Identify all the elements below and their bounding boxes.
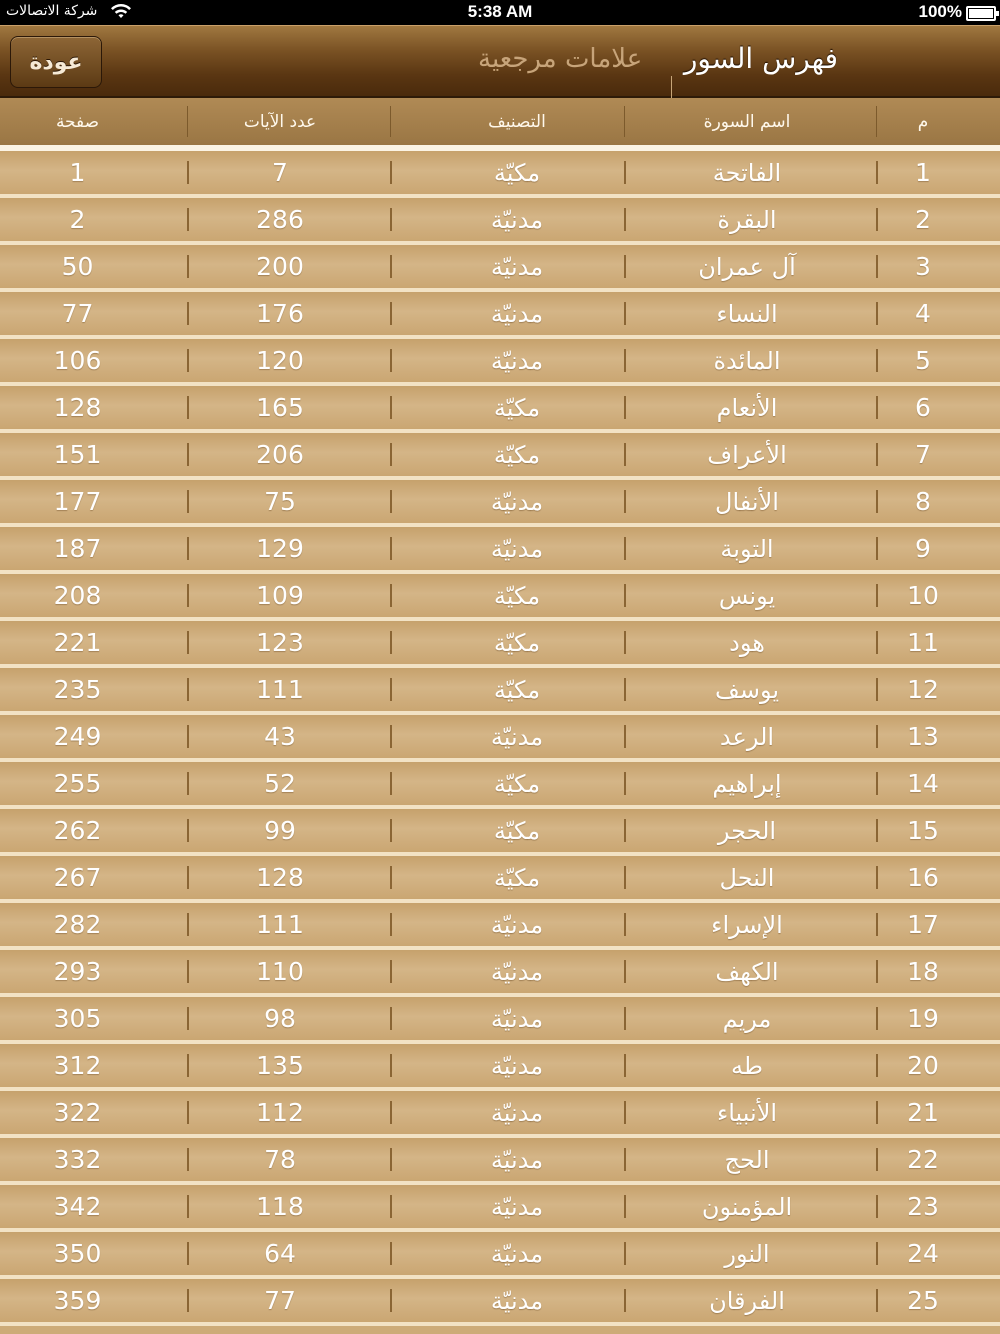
surah-name-cell: التوبة <box>720 534 774 563</box>
header-type: التصنيف <box>488 111 546 132</box>
column-divider <box>624 396 626 419</box>
surah-name-cell: الفرقان <box>709 1286 785 1315</box>
surah-name-cell: النحل <box>719 863 775 892</box>
table-row[interactable] <box>0 339 1000 386</box>
type-cell: مدنيّة <box>490 299 544 328</box>
page-cell: 77 <box>61 299 94 328</box>
column-divider <box>624 772 626 795</box>
navigation-bar <box>0 25 1000 98</box>
table-row[interactable] <box>0 856 1000 903</box>
verses-cell: 118 <box>256 1192 304 1221</box>
page-cell: 249 <box>53 722 102 751</box>
number-cell: 13 <box>907 722 939 751</box>
column-divider <box>624 106 625 137</box>
verses-cell: 120 <box>256 346 304 375</box>
table-row[interactable] <box>0 903 1000 950</box>
column-divider <box>624 443 626 466</box>
table-row[interactable] <box>0 245 1000 292</box>
verses-cell: 206 <box>256 440 304 469</box>
page-cell: 267 <box>53 863 102 892</box>
type-cell: مكيّة <box>493 158 541 187</box>
page-cell: 282 <box>53 910 102 939</box>
column-divider <box>187 161 189 184</box>
number-cell: 15 <box>907 816 939 845</box>
table-header <box>0 98 1000 145</box>
column-divider <box>187 106 188 137</box>
table-row[interactable] <box>0 1138 1000 1185</box>
table-row[interactable] <box>0 715 1000 762</box>
number-cell: 6 <box>915 393 931 422</box>
number-cell: 23 <box>907 1192 939 1221</box>
table-row[interactable] <box>0 1279 1000 1326</box>
number-cell: 8 <box>915 487 931 516</box>
type-cell: مكيّة <box>493 769 541 798</box>
page-cell: 332 <box>53 1145 102 1174</box>
type-cell: مكيّة <box>493 440 541 469</box>
surah-name-cell: المؤمنون <box>701 1192 793 1221</box>
type-cell: مدنيّة <box>490 1145 544 1174</box>
column-divider <box>187 819 189 842</box>
carrier-label: شركة الاتصالات <box>6 3 98 19</box>
type-cell: مدنيّة <box>490 487 544 516</box>
type-cell: مدنيّة <box>490 1192 544 1221</box>
column-divider <box>187 725 189 748</box>
table-row[interactable] <box>0 198 1000 245</box>
table-row[interactable] <box>0 809 1000 856</box>
column-divider <box>624 725 626 748</box>
column-divider <box>624 1054 626 1077</box>
column-divider <box>390 106 391 137</box>
type-cell: مدنيّة <box>490 910 544 939</box>
column-divider <box>187 1242 189 1265</box>
surah-name-cell: إبراهيم <box>712 769 782 798</box>
surah-name-cell: مريم <box>722 1004 772 1033</box>
verses-cell: 7 <box>272 158 288 187</box>
number-cell: 20 <box>907 1051 939 1080</box>
table-row[interactable] <box>0 527 1000 574</box>
table-row[interactable] <box>0 762 1000 809</box>
column-divider <box>187 866 189 889</box>
page-cell: 2 <box>69 205 86 234</box>
table-row[interactable] <box>0 950 1000 997</box>
number-cell: 4 <box>915 299 931 328</box>
column-divider <box>187 678 189 701</box>
column-divider <box>187 1101 189 1124</box>
column-divider <box>187 443 189 466</box>
type-cell: مدنيّة <box>490 346 544 375</box>
surah-name-cell: البقرة <box>717 205 777 234</box>
table-row[interactable] <box>0 574 1000 621</box>
page-cell: 221 <box>53 628 102 657</box>
column-divider <box>187 1007 189 1030</box>
number-cell: 25 <box>907 1286 939 1315</box>
column-divider <box>624 255 626 278</box>
column-divider <box>624 537 626 560</box>
page-cell: 208 <box>53 581 102 610</box>
column-divider <box>187 1148 189 1171</box>
page-cell: 255 <box>53 769 102 798</box>
type-cell: مدنيّة <box>490 1051 544 1080</box>
column-divider <box>624 1148 626 1171</box>
surah-name-cell: الأنبياء <box>716 1098 778 1127</box>
verses-cell: 75 <box>264 487 296 516</box>
verses-cell: 129 <box>256 534 304 563</box>
page-cell: 359 <box>53 1286 102 1315</box>
verses-cell: 111 <box>256 675 304 704</box>
type-cell: مكيّة <box>493 628 541 657</box>
page-cell: 106 <box>53 346 102 375</box>
type-cell: مدنيّة <box>490 252 544 281</box>
tab-bookmarks[interactable]: علامات مرجعية <box>478 44 643 74</box>
battery-icon <box>966 6 996 21</box>
table-row[interactable] <box>0 668 1000 715</box>
page-cell: 177 <box>53 487 102 516</box>
column-divider <box>624 490 626 513</box>
column-divider <box>624 302 626 325</box>
page-cell: 312 <box>53 1051 102 1080</box>
verses-cell: 64 <box>264 1239 296 1268</box>
tab-surah-index[interactable]: فهرس السور <box>683 42 838 75</box>
number-cell: 19 <box>907 1004 939 1033</box>
surah-name-cell: الإسراء <box>711 910 783 939</box>
column-divider <box>624 1195 626 1218</box>
battery-percent: 100% <box>918 2 962 21</box>
table-row[interactable] <box>0 480 1000 527</box>
number-cell: 12 <box>907 675 939 704</box>
column-divider <box>187 1289 189 1312</box>
page-cell: 293 <box>53 957 102 986</box>
column-divider <box>624 1007 626 1030</box>
number-cell: 7 <box>915 440 931 469</box>
verses-cell: 112 <box>256 1098 304 1127</box>
number-cell: 22 <box>907 1145 939 1174</box>
page-cell: 187 <box>53 534 102 563</box>
number-cell: 18 <box>907 957 939 986</box>
table-row[interactable] <box>0 151 1000 198</box>
column-divider <box>187 1195 189 1218</box>
surah-name-cell: الأعراف <box>707 440 787 469</box>
type-cell: مدنيّة <box>490 1286 544 1315</box>
table-row[interactable] <box>0 386 1000 433</box>
verses-cell: 78 <box>264 1145 296 1174</box>
table-row[interactable] <box>0 433 1000 480</box>
column-divider <box>187 396 189 419</box>
surah-name-cell: النساء <box>716 299 778 328</box>
column-divider <box>624 349 626 372</box>
table-row[interactable] <box>0 1185 1000 1232</box>
surah-name-cell: يونس <box>718 581 776 610</box>
surah-name-cell: آل عمران <box>698 252 796 281</box>
number-cell: 9 <box>915 534 931 563</box>
verses-cell: 176 <box>256 299 304 328</box>
table-row[interactable] <box>0 292 1000 339</box>
surah-name-cell: الحجر <box>717 816 777 845</box>
verses-cell: 52 <box>264 769 296 798</box>
type-cell: مدنيّة <box>490 1098 544 1127</box>
page-cell: 305 <box>53 1004 102 1033</box>
surah-name-cell: المائدة <box>713 346 781 375</box>
number-cell: 21 <box>907 1098 939 1127</box>
table-row[interactable] <box>0 997 1000 1044</box>
column-divider <box>624 208 626 231</box>
verses-cell: 98 <box>264 1004 296 1033</box>
page-cell: 1 <box>69 158 86 187</box>
header-name: اسم السورة <box>703 111 791 132</box>
surah-name-cell: النور <box>724 1239 770 1268</box>
surah-name-cell: الكهف <box>715 957 779 986</box>
table-row[interactable] <box>0 1044 1000 1091</box>
column-divider <box>187 1054 189 1077</box>
page-cell: 50 <box>61 252 94 281</box>
column-divider <box>187 631 189 654</box>
verses-cell: 135 <box>256 1051 304 1080</box>
number-cell: 16 <box>907 863 939 892</box>
surah-name-cell: هود <box>729 628 765 657</box>
verses-cell: 123 <box>256 628 304 657</box>
page-cell: 342 <box>53 1192 102 1221</box>
page-cell: 350 <box>53 1239 102 1268</box>
type-cell: مدنيّة <box>490 534 544 563</box>
type-cell: مدنيّة <box>490 957 544 986</box>
surah-list <box>0 151 1000 1326</box>
number-cell: 11 <box>907 628 939 657</box>
surah-name-cell: الرعد <box>719 722 775 751</box>
column-divider <box>187 302 189 325</box>
table-row[interactable] <box>0 1091 1000 1138</box>
page-cell: 322 <box>53 1098 102 1127</box>
type-cell: مكيّة <box>493 393 541 422</box>
header-number: م <box>917 111 929 132</box>
verses-cell: 99 <box>264 816 296 845</box>
type-cell: مدنيّة <box>490 1239 544 1268</box>
clock: 5:38 AM <box>467 2 533 21</box>
column-divider <box>187 349 189 372</box>
column-divider <box>187 584 189 607</box>
column-divider <box>624 161 626 184</box>
verses-cell: 286 <box>256 205 304 234</box>
surah-name-cell: الحج <box>724 1145 770 1174</box>
verses-cell: 77 <box>264 1286 296 1315</box>
verses-cell: 109 <box>256 581 304 610</box>
number-cell: 24 <box>907 1239 939 1268</box>
column-divider <box>624 1101 626 1124</box>
number-cell: 17 <box>907 910 939 939</box>
number-cell: 5 <box>915 346 931 375</box>
number-cell: 1 <box>915 158 931 187</box>
status-bar <box>0 0 1000 25</box>
verses-cell: 111 <box>256 910 304 939</box>
column-divider <box>624 1242 626 1265</box>
column-divider <box>624 913 626 936</box>
surah-name-cell: طه <box>731 1051 763 1080</box>
verses-cell: 110 <box>256 957 304 986</box>
type-cell: مكيّة <box>493 816 541 845</box>
column-divider <box>187 255 189 278</box>
type-cell: مدنيّة <box>490 1004 544 1033</box>
page-cell: 151 <box>53 440 102 469</box>
page-cell: 128 <box>53 393 102 422</box>
column-divider <box>187 960 189 983</box>
surah-name-cell: يوسف <box>714 675 780 704</box>
number-cell: 2 <box>915 205 931 234</box>
number-cell: 3 <box>915 252 931 281</box>
verses-cell: 43 <box>264 722 296 751</box>
verses-cell: 165 <box>256 393 304 422</box>
column-divider <box>187 913 189 936</box>
column-divider <box>624 866 626 889</box>
type-cell: مكيّة <box>493 581 541 610</box>
verses-cell: 128 <box>256 863 304 892</box>
type-cell: مكيّة <box>493 675 541 704</box>
number-cell: 14 <box>907 769 939 798</box>
column-divider <box>624 960 626 983</box>
column-divider <box>187 537 189 560</box>
type-cell: مدنيّة <box>490 205 544 234</box>
type-cell: مدنيّة <box>490 722 544 751</box>
table-row[interactable] <box>0 621 1000 668</box>
column-divider <box>187 490 189 513</box>
type-cell: مكيّة <box>493 863 541 892</box>
column-divider <box>187 772 189 795</box>
page-cell: 235 <box>53 675 102 704</box>
number-cell: 10 <box>907 581 939 610</box>
table-row[interactable] <box>0 1232 1000 1279</box>
back-button[interactable]: عودة <box>10 36 102 88</box>
column-divider <box>624 584 626 607</box>
header-page: صفحة <box>55 111 100 132</box>
surah-name-cell: الأنفال <box>715 487 779 516</box>
column-divider <box>624 678 626 701</box>
header-verses: عدد الآيات <box>243 111 317 132</box>
page-cell: 262 <box>53 816 102 845</box>
column-divider <box>187 208 189 231</box>
column-divider <box>624 631 626 654</box>
column-divider <box>624 1289 626 1312</box>
column-divider <box>624 819 626 842</box>
verses-cell: 200 <box>256 252 304 281</box>
surah-name-cell: الفاتحة <box>712 158 782 187</box>
surah-name-cell: الأنعام <box>716 393 778 422</box>
tab-divider <box>671 76 672 100</box>
